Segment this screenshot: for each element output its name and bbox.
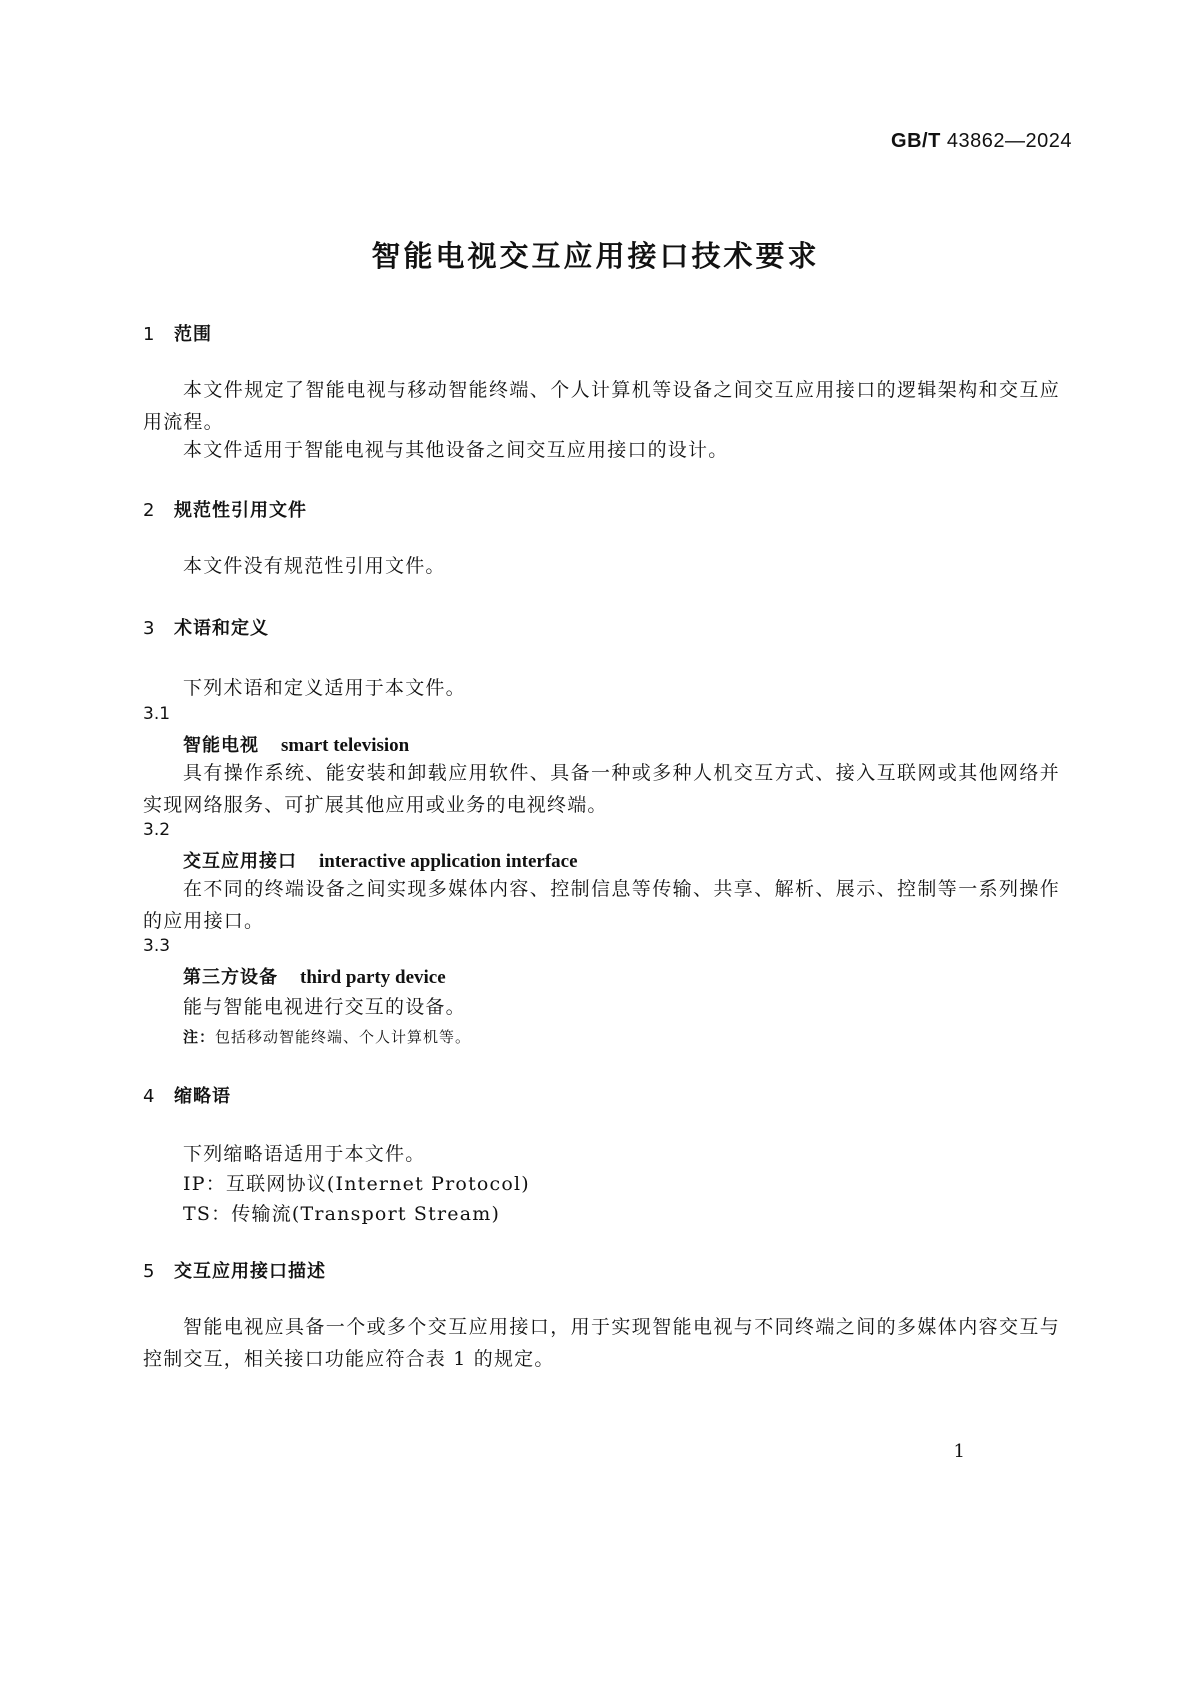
term-number: 3.1	[143, 704, 171, 724]
term-heading	[183, 963, 446, 989]
term-number: 3.3	[143, 936, 171, 956]
term-number: 3.2	[143, 820, 171, 840]
section-number: 4	[143, 1086, 156, 1107]
section-2-paragraph-1: 本文件没有规范性引用文件。	[183, 555, 446, 577]
section-number: 3	[143, 618, 156, 639]
section-number: 2	[143, 500, 156, 521]
section-5-heading	[143, 1257, 326, 1283]
section-title: 术语和定义	[174, 618, 269, 639]
note-text: 包括移动智能终端、个人计算机等。	[215, 1028, 472, 1046]
term-note	[183, 1026, 471, 1047]
term-english: interactive application interface	[319, 851, 578, 872]
term-heading	[183, 731, 409, 757]
section-3-heading	[143, 614, 269, 640]
section-number: 1	[143, 324, 156, 345]
term-english: third party device	[300, 967, 446, 988]
section-1-paragraph-2: 本文件适用于智能电视与其他设备之间交互应用接口的设计。	[183, 439, 729, 461]
term-definition: 能与智能电视进行交互的设备。	[183, 996, 466, 1018]
term-definition: 在不同的终端设备之间实现多媒体内容、控制信息等传输、共享、解析、展示、控制等一系列操作的应用接口。	[143, 878, 1060, 932]
page-number: 1	[953, 1441, 965, 1462]
standard-prefix: GB/T	[891, 130, 941, 152]
term-chinese: 智能电视	[183, 735, 259, 756]
section-1-paragraph-1: 本文件规定了智能电视与移动智能终端、个人计算机等设备之间交互应用接口的逻辑架构和交互应用流程。	[143, 379, 1060, 433]
term-chinese: 交互应用接口	[183, 851, 297, 872]
section-title: 规范性引用文件	[174, 500, 307, 521]
term-chinese: 第三方设备	[183, 967, 278, 988]
section-1-heading	[143, 320, 212, 346]
section-2-heading	[143, 496, 307, 522]
abbreviation-ts: TS：传输流(Transport Stream)	[183, 1203, 501, 1225]
term-english: smart television	[281, 735, 410, 756]
section-3-intro: 下列术语和定义适用于本文件。	[183, 677, 466, 699]
section-title: 缩略语	[174, 1086, 231, 1107]
section-4-intro: 下列缩略语适用于本文件。	[183, 1143, 426, 1165]
section-title: 交互应用接口描述	[174, 1261, 326, 1282]
standard-number: 43862—2024	[946, 130, 1072, 152]
section-title: 范围	[174, 324, 212, 345]
standard-code	[891, 130, 1072, 153]
section-number: 5	[143, 1261, 156, 1282]
abbreviation-ip: IP：互联网协议(Internet Protocol)	[183, 1173, 530, 1195]
section-4-heading	[143, 1082, 231, 1108]
term-heading	[183, 847, 578, 873]
document-title: 智能电视交互应用接口技术要求	[371, 239, 820, 273]
note-label: 注：	[183, 1028, 216, 1046]
term-definition: 具有操作系统、能安装和卸载应用软件、具备一种或多种人机交互方式、接入互联网或其他网络并实现网络服务、可扩展其他应用或业务的电视终端。	[143, 762, 1060, 816]
section-5-paragraph-1: 智能电视应具备一个或多个交互应用接口，用于实现智能电视与不同终端之间的多媒体内容交互与控制交互，相关接口功能应符合表 1 的规定。	[143, 1316, 1060, 1370]
